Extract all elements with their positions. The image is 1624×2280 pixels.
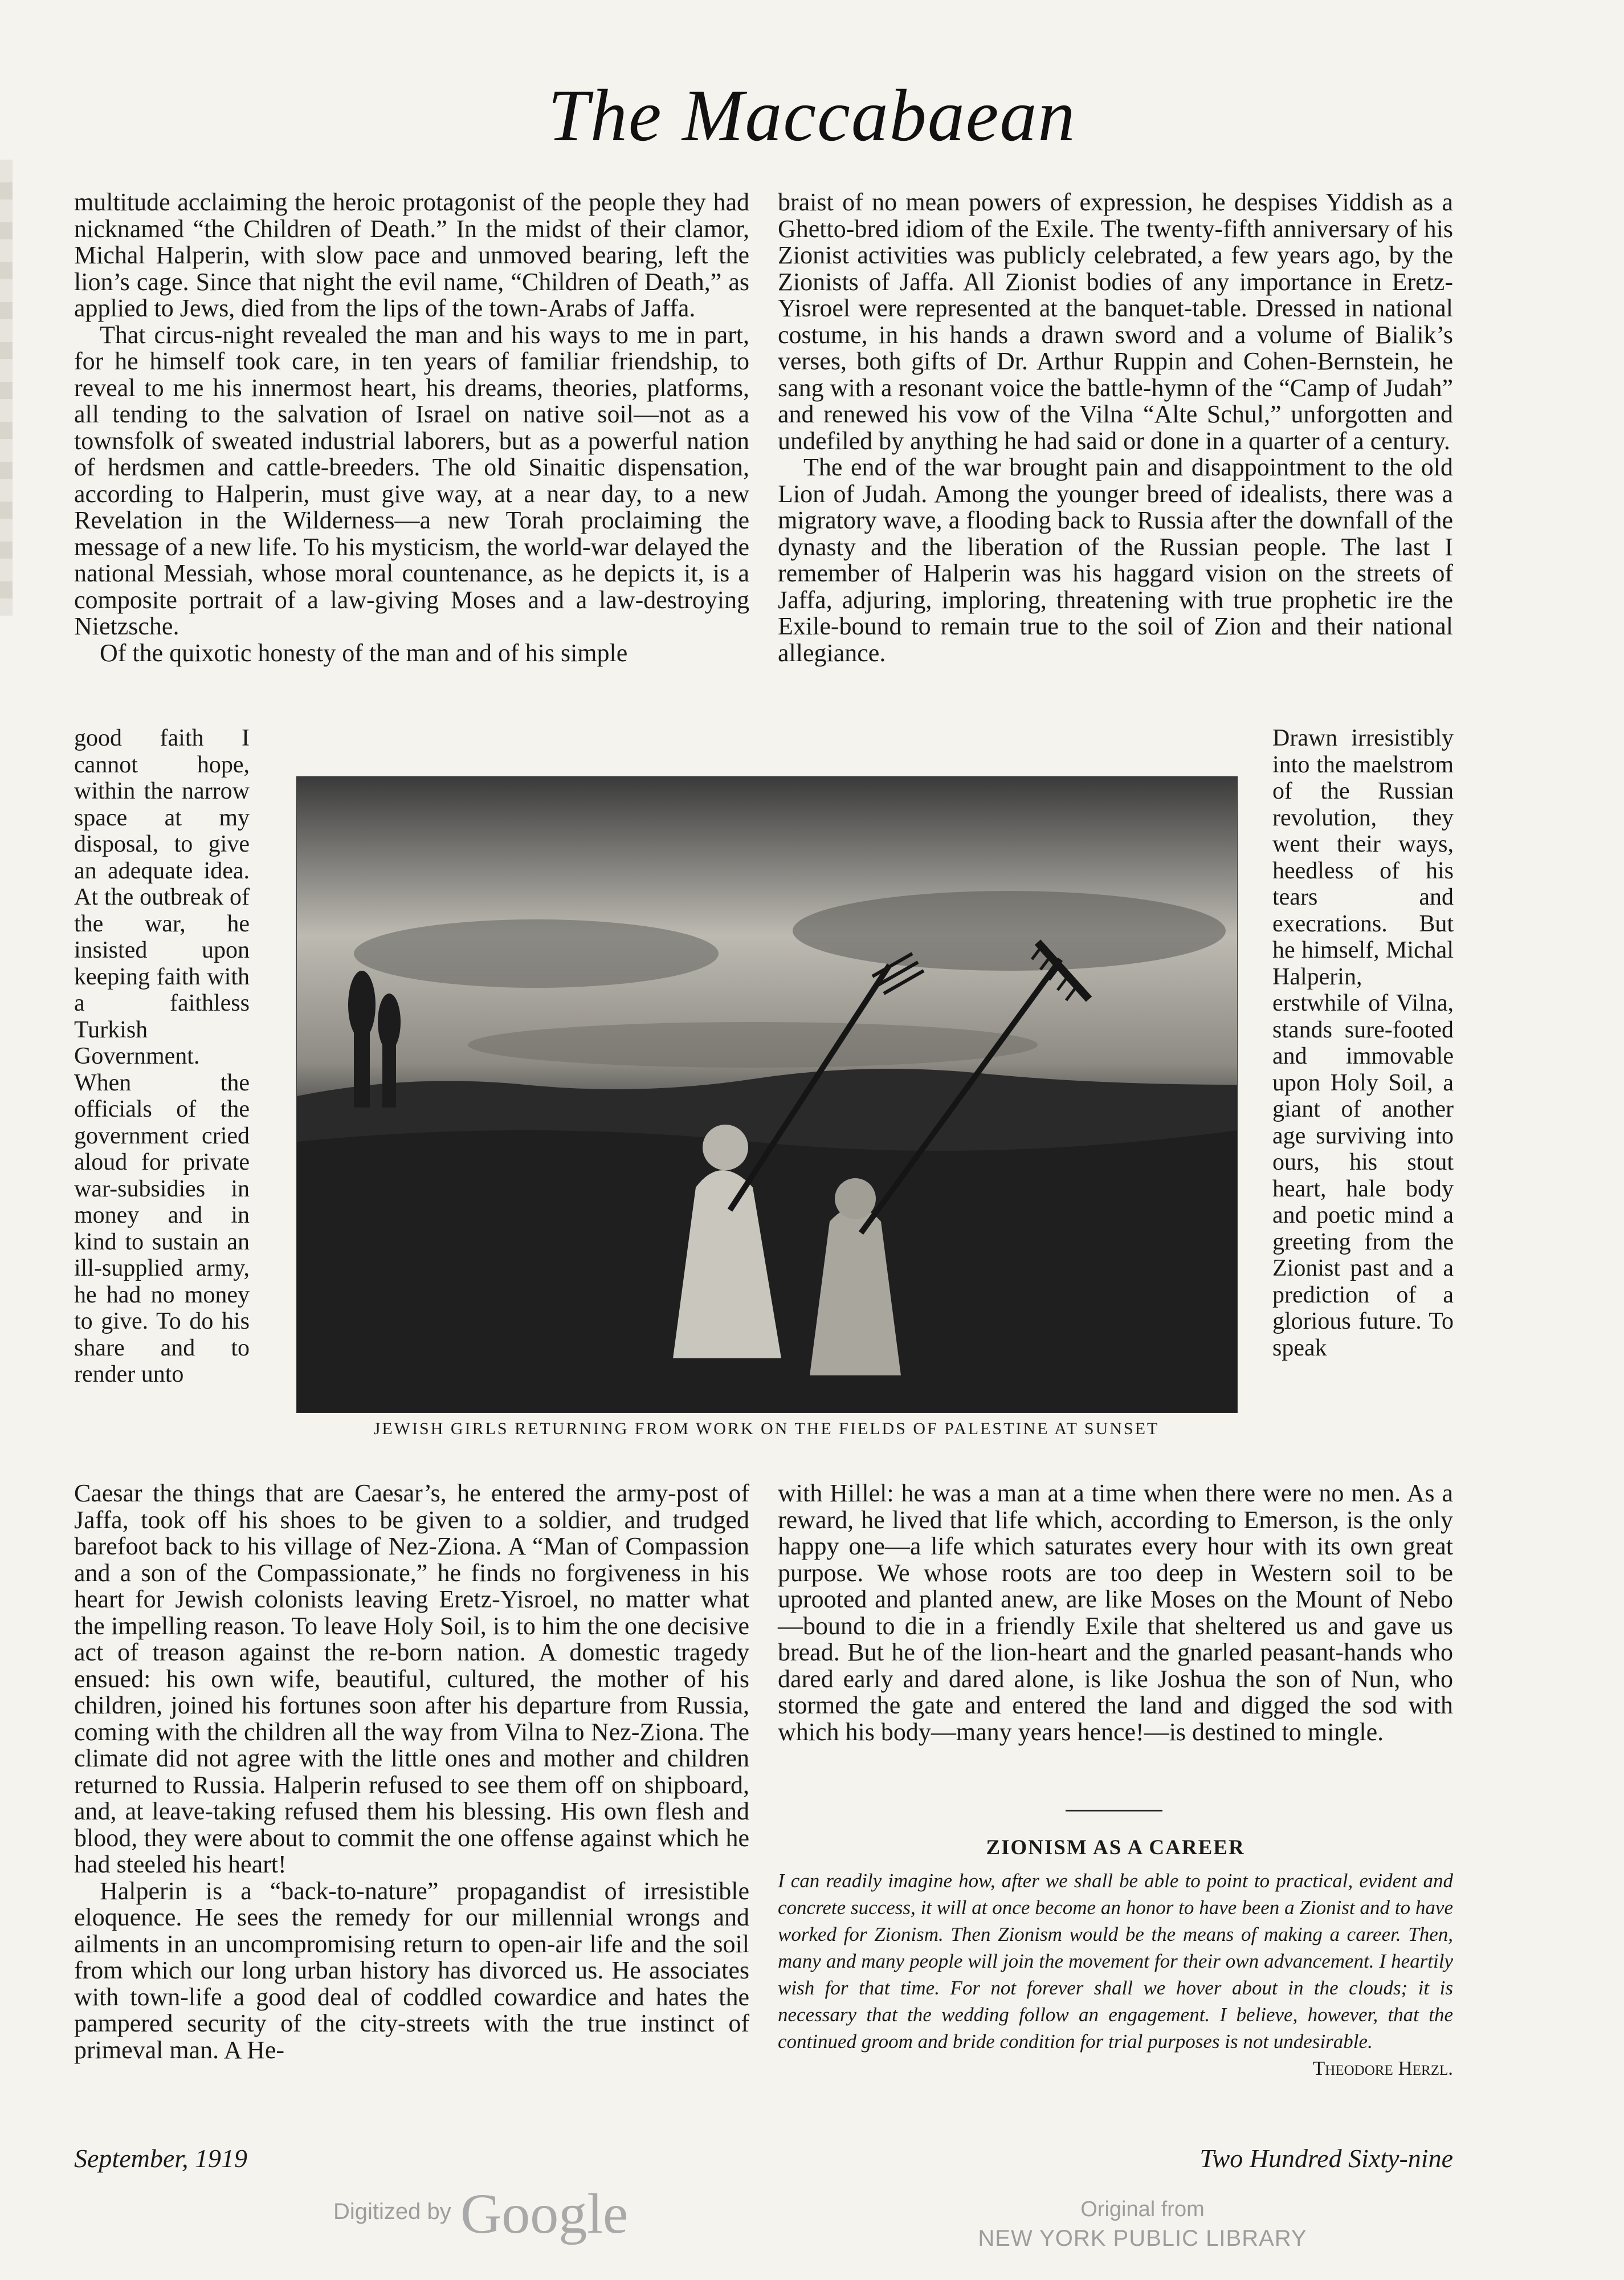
photo-scene [297, 777, 1237, 1412]
page-number: Two Hundred Sixty-nine [1199, 2144, 1453, 2173]
paragraph: Halperin is a “back-to-nature” propagandist of irresistible eloquence. He sees the remedy for our millennial wrongs and ailments in an uncompromising return to open-air life and the soil from which our long urban history has divorced us. He associates with town-life a good deal of coddled cowardice and hates the pampered security of the city-streets with the true instinct of primeval man. A He- [74, 1876, 749, 2064]
quote-attribution: Theodore Herzl. [1312, 2057, 1453, 2079]
paragraph: with Hillel: he was a man at a time when there were no men. As a reward, he lived that life which, according to Emerson, is the only happy one—a life which saturates every hour with its own great purpose. We whose roots are too deep in Western soil to be uprooted and planted anew, are like Moses on the Mount of Nebo—bound to die in a friendly Exile that sheltered us and gave us bread. But he of the lion-heart and the gnarled peasant-hands who dared early and dared alone, is like Joshua the son of Nun, who stormed the gate and entered the land and digged the sod with which his body—many years hence!—is destined to mingle. [778, 1479, 1453, 1746]
digitized-by-label: Digitized by [333, 2199, 451, 2224]
original-from-label: Original from [1080, 2197, 1205, 2221]
paragraph: Of the quixotic honesty of the man and of his simple [100, 638, 628, 667]
google-logo: Google [460, 2182, 629, 2245]
paragraph: Caesar the things that are Caesar’s, he entered the army-post of Jaffa, took off his shoes to be given to a soldier, and trudged barefoot back to his village of Nez-Ziona. A “Man of Compassion and a son of the Compassionate,” he finds no forgiveness in his heart for Jewish colonists leaving Eretz-Yisroel, no matter what the impelling reason. To leave Holy Soil, is to him the one decisive act of treason against the re-born nation. A domestic tragedy ensued: his own wife, beautiful, cultured, the mother of his children, joined his fortunes soon after his departure from Russia, coming with the children all the way from Vilna to Nez-Ziona. The climate did not agree with the little ones and mother and children returned to Russia. Halperin refused to see them off on shipboard, and, at leave-taking refused them his blessing. His own flesh and blood, they were about to commit the one offense against which he had steeled his heart! [74, 1479, 749, 1878]
paragraph: The end of the war brought pain and disappointment to the old Lion of Judah. Among the younger breed of idealists, there was a migratory wave, a flooding back to Russia after the downfall of the dynasty and the liberation of the Russian people. The last I remember of Halperin was his haggard vision on the streets of Jaffa, adjuring, imploring, threatening with true prophetic ire the Exile-bound to remain true to the soil of Zion and their national allegiance. [778, 453, 1453, 667]
masthead-title: The Maccabaean [548, 75, 1076, 157]
left-wrap-text: good faith I cannot hope, within the narrow space at my disposal, to give an adequate idea. At the outbreak of the war, he insisted upon keeping faith with a faithless Turkish Government. When the officials of the government cried aloud for private war-subsidies in money and in kind to sustain an ill-supplied army, he had no money to give. To do his share and to render unto [74, 725, 250, 1387]
paragraph: braist of no mean powers of expression, he despises Yiddish as a Ghetto-bred idiom of the Exile. The twenty-fifth anniversary of his Zionist activities was publicly celebrated, a few years ago, by the Zionists of Jaffa. All Zionist bodies of any importance in Eretz-Yisroel were represented at the banquet-table. Dressed in national costume, in his hands a drawn sword and a volume of Bialik’s verses, both gifts of Dr. Arthur Ruppin and Cohen-Bernstein, he sang with a resonant voice the battle-hymn of the “Camp of Judah” and renewed his vow of the Vilna “Alte Schul,” unforgotten and undefiled by anything he had said or done in a quarter of a century. [778, 188, 1453, 455]
paragraph: That circus-night revealed the man and his ways to me in part, for he himself took care, in ten years of familiar friendship, to reveal to me his innermost heart, his dreams, theories, platforms, all tending to the salvation of Israel on native soil—not as a townsfolk of sweated industrial laborers, but as a powerful nation of herdsmen and cattle-breeders. The old Sinaitic dispensation, according to Halperin, must give way, at a near day, to a new Revelation in the Wilderness—a new Torah proclaiming the message of a new life. To his mysticism, the world-war delayed the national Messiah, whose moral countenance, as he depicts it, is a composite portrait of a law-giving Moses and a law-destroying Nietzsche. [74, 320, 750, 640]
quote-text: I can readily imagine how, after we shall be able to point to practical, evident and concrete success, it will at once become an honor to have been a Zionist and to have worked for Zionism. Then Zionism would be the means of making a career. Then, many and many people will join the movement for their own advancement. I heartily wish for that time. For not forever shall we hover about in the clouds; it is necessary that the wedding follow an engagement. I believe, however, that the continued groom and bride condition for trial purposes is not undesirable. [778, 1870, 1453, 2053]
photograph [296, 776, 1238, 1413]
issue-date: September, 1919 [74, 2144, 248, 2173]
photo-caption: JEWISH GIRLS RETURNING FROM WORK ON THE FIELDS OF PALESTINE AT SUNSET [373, 1419, 1160, 1438]
binding-edge [0, 160, 13, 616]
right-column-bottom [778, 1480, 1453, 1745]
left-column-top [74, 189, 749, 666]
sidebar-quote-title: ZIONISM AS A CAREER [986, 1836, 1245, 1859]
paragraph: multitude acclaiming the heroic protagonist of the people they had nicknamed “the Children of Death.” In the midst of their clamor, Michal Halperin, with slow pace and unmoved bearing, left the lion’s cage. Since that night the evil name, “Children of Death,” as applied to Jews, died from the lips of the town-Arabs of Jaffa. [74, 188, 749, 322]
right-column-top [778, 189, 1453, 666]
library-name: NEW YORK PUBLIC LIBRARY [978, 2226, 1307, 2251]
section-divider [1066, 1810, 1162, 1811]
right-wrap-text: Drawn irresistibly into the maelstrom of the Russian revolution, they went their ways, heedless of his tears and execrations. But he himself, Michal Halperin, erstwhile of Vilna, stands sure-footed and immovable upon Holy Soil, a giant of another age surviving into ours, his stout heart, hale body and poetic mind a greeting from the Zionist past and a prediction of a glorious future. To speak [1272, 725, 1454, 1361]
sidebar-quote [778, 1867, 1453, 2082]
left-column-bottom [74, 1480, 749, 2063]
